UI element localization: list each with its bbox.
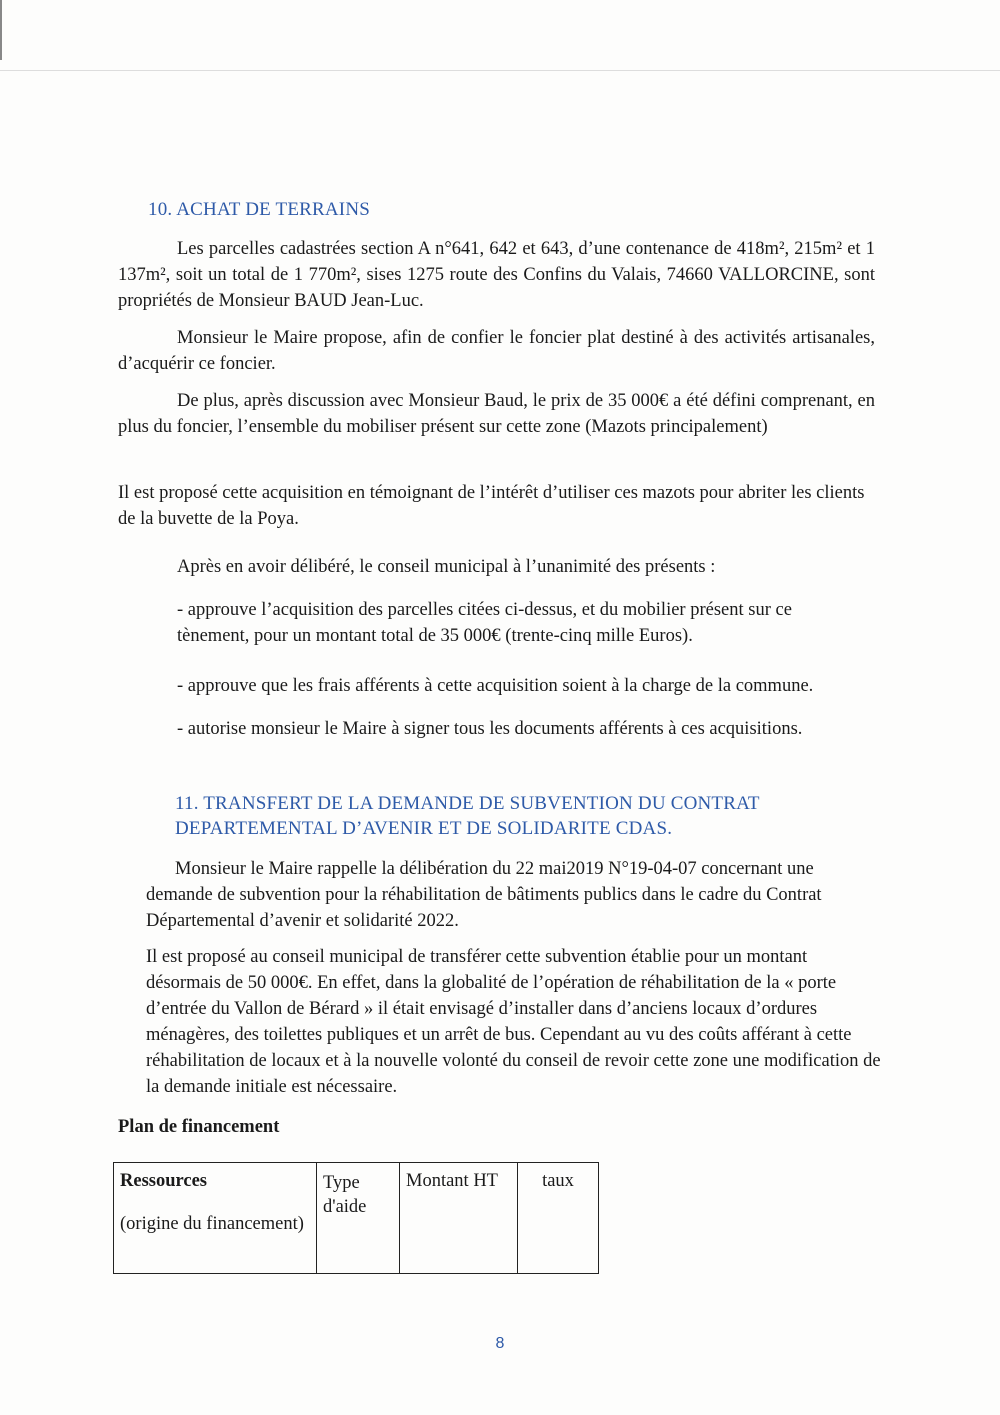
financing-table — [113, 1162, 599, 1274]
resources-header: Ressources — [120, 1171, 208, 1191]
section-10-paragraph-1: Les parcelles cadastrées section A n°641, 642 et 643, d’une contenance de 418m², 215m² et 1 137m², soit un total de 1 770m², sises 1275 route des Confins du Valais, 74660 VALLORCINE, sont propriétés de Monsieur BAUD Jean-Luc. — [118, 239, 875, 311]
amount-header: Montant HT — [400, 1163, 518, 1274]
page-edge-mark — [0, 0, 2, 60]
section-11-paragraph-1: demande de subvention pour la réhabilitation de bâtiments publics dans le cadre du Contrat Départemental d’avenir et solidarité 2022. — [146, 885, 822, 931]
section-11-heading-line-1: 11. TRANSFERT DE LA DEMANDE DE SUBVENTION DU CONTRAT — [175, 793, 760, 814]
section-10-decision-2: - approuve que les frais afférents à cette acquisition soient à la charge de la commune. — [177, 676, 814, 696]
section-11-paragraph-1-first-line: Monsieur le Maire rappelle la délibération du 22 mai2019 N°19-04-07 concernant une — [175, 859, 814, 879]
section-10-paragraph-3: De plus, après discussion avec Monsieur Baud, le prix de 35 000€ a été défini comprenant, en plus du foncier, l’ensemble du mobiliser présent sur cette zone (Mazots principalement) — [118, 391, 875, 437]
resources-subheader: (origine du financement) — [120, 1214, 304, 1234]
section-10-decision-1: - approuve l’acquisition des parcelles citées ci-dessus, et du mobilier présent sur ce tènement, pour un montant total de 35 000€ (trente-cinq mille Euros). — [177, 600, 792, 646]
scan-fold-line — [0, 70, 1000, 71]
financing-plan-title: Plan de financement — [118, 1117, 280, 1137]
rate-header: taux — [518, 1163, 599, 1274]
section-10-paragraph-4: Il est proposé cette acquisition en témoignant de l’intérêt d’utiliser ces mazots pour abriter les clients de la buvette de la Poya. — [118, 483, 865, 529]
section-10-paragraph-2: Monsieur le Maire propose, afin de confier le foncier plat destiné à des activités artisanales, d’acquérir ce foncier. — [118, 328, 875, 374]
section-10-decision-3: - autorise monsieur le Maire à signer tous les documents afférents à ces acquisitions. — [177, 719, 803, 739]
resources-header-cell — [114, 1163, 317, 1274]
aid-type-header: Type d'aide — [317, 1163, 400, 1274]
section-11-heading-line-2: DEPARTEMENTAL D’AVENIR ET DE SOLIDARITE CDAS. — [175, 818, 673, 839]
section-11-paragraph-2: Il est proposé au conseil municipal de transférer cette subvention établie pour un montant désormais de 50 000€. En effet, dans la globalité de l’opération de réhabilitation de la « porte d’entrée du Vallon de Bérard » il était envisagé d’installer dans d’anciens locaux d’ordures ménagères, des toilettes publiques et un arrêt de bus. Cependant au vu des coûts afférant à cette réhabilitation de locaux et à la nouvelle volonté du conseil de revoir cette zone une modification de la demande initiale est nécessaire. — [146, 947, 881, 1097]
table-row — [114, 1163, 599, 1274]
section-10-deliberation: Après en avoir délibéré, le conseil municipal à l’unanimité des présents : — [177, 557, 716, 577]
page-number: 8 — [495, 1335, 505, 1352]
section-10-heading: 10. ACHAT DE TERRAINS — [148, 199, 371, 220]
